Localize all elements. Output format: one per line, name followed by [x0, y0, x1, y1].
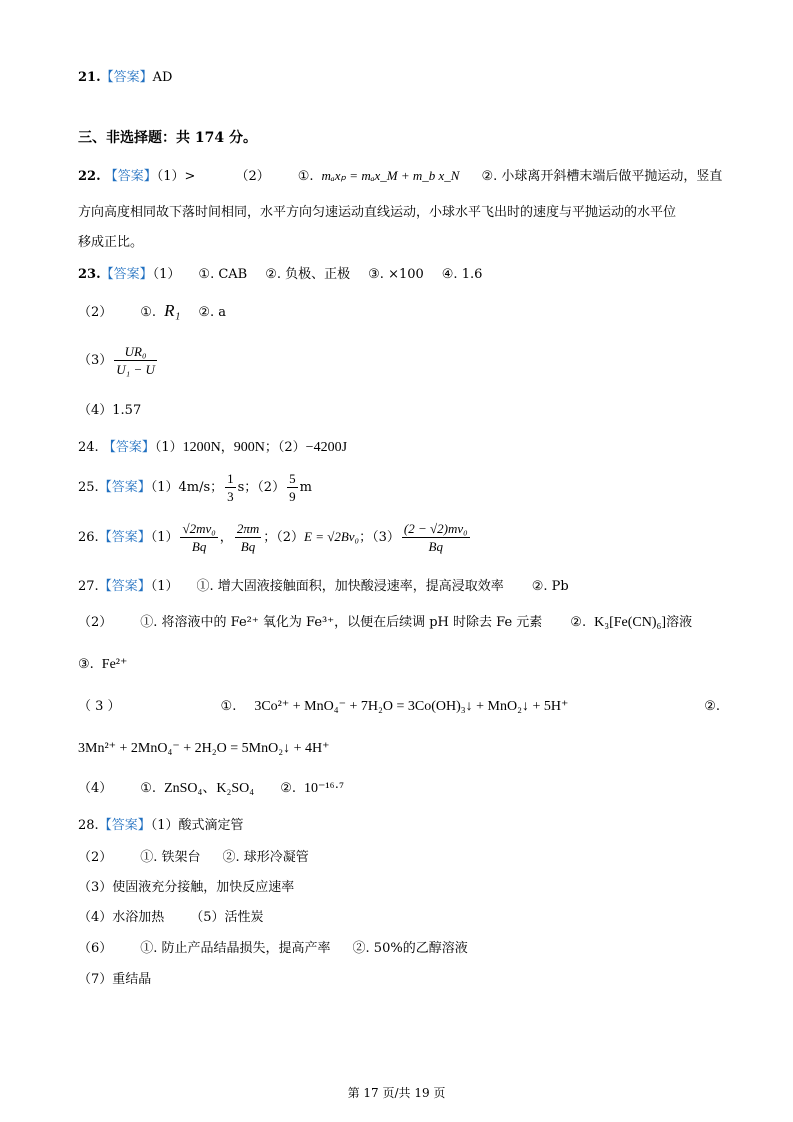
q27-answer-1: ①. 增大固液接触面积，加快酸浸速率，提高浸取效率: [196, 579, 504, 594]
q22-line-2: 方向高度相同故下落时间相同，水平方向匀速运动直线运动，小球水平飞出时的速度与平抛运动的水平位: [78, 205, 677, 220]
answer-tag: 【答案】: [100, 70, 153, 85]
q24-value-2: 900N: [233, 440, 265, 455]
q27-sub-7: ②.: [280, 781, 296, 796]
q27-constant: 10⁻¹⁶·⁷: [303, 781, 344, 796]
q23-fraction: [114, 343, 157, 378]
q27-line-3: [78, 656, 127, 674]
q27-part-2: （2）: [78, 615, 113, 630]
q23-line-4: （4）1.57: [78, 403, 142, 418]
q26-fraction-1: [180, 520, 217, 555]
q28-part-5: （5）活性炭: [190, 910, 264, 925]
q28-answer-1: ①. 铁架台: [140, 850, 201, 865]
q23-line-3: [78, 343, 159, 378]
q23-answer-2: ②. 负极、正极: [265, 267, 351, 282]
q23-sub-2: ②. a: [198, 305, 227, 320]
q24-separator: ，: [220, 440, 234, 455]
q25-fraction-1: [225, 470, 236, 505]
q28-line-1: [78, 817, 243, 835]
q27-sub-4: ①.: [220, 699, 237, 714]
answer-tag: 【答案】: [102, 440, 155, 455]
q26-fraction-3-den: Bq: [428, 539, 443, 554]
q25-line: [78, 470, 312, 505]
q28-line-5: [78, 940, 468, 958]
q25-unit: m: [299, 480, 312, 495]
answer-tag: 【答案】: [98, 818, 151, 833]
q27-reagent: K₃[Fe(CN)₆]: [594, 615, 667, 630]
answer-tag: 【答案】: [100, 267, 153, 282]
q24-part-1: （1）: [154, 440, 183, 455]
q28-answer-3: ①. 防止产品结晶损失，提高产率: [140, 941, 331, 956]
q26-fraction-2-den: Bq: [240, 539, 256, 554]
q27-products: ZnSO₄、K₂SO₄: [164, 781, 255, 796]
q27-line-1: [78, 578, 569, 596]
q23-answer-1: ①. CAB: [198, 267, 248, 282]
q26-number: 26.: [78, 530, 99, 545]
q23-sub-1: ①.: [140, 305, 157, 320]
q23-line-1: [78, 266, 482, 284]
q27-equation-2: 3Mn²⁺ + 2MnO₄⁻ + 2H₂O = 5MnO₂↓ + 4H⁺: [78, 741, 330, 756]
q24-line: [78, 439, 347, 457]
answer-tag: 【答案】: [104, 169, 157, 184]
section-3-heading: 三、非选择题：共 174 分。: [78, 130, 257, 146]
q27-ion: Fe²⁺: [101, 657, 128, 672]
q22-sub-1: ①.: [297, 169, 314, 184]
q25-number: 25.: [78, 480, 99, 495]
q26-fraction-2: [235, 520, 261, 555]
q23-part-2: （2）: [78, 305, 113, 320]
q27-number: 27.: [78, 579, 99, 594]
q23-number: 23.: [78, 267, 101, 282]
q28-line-6: （7）重结晶: [78, 972, 152, 987]
q26-separator: ，: [219, 530, 233, 545]
q25-part-2: s；（2）: [237, 480, 286, 495]
answer-tag: 【答案】: [98, 480, 151, 495]
q28-part-6: （6）: [78, 941, 113, 956]
q23-line-2: [78, 302, 226, 322]
q28-number: 28.: [78, 818, 99, 833]
q25-fraction-1-num: 1: [227, 471, 234, 486]
page-footer: 第 17 页/共 19 页: [347, 1086, 446, 1100]
answer-tag: 【答案】: [98, 530, 151, 545]
q27-line-5: [78, 740, 330, 758]
q22-line-1: [78, 167, 722, 186]
q28-line-3: （3）使固液充分接触，加快反应速率: [78, 880, 295, 895]
q22-part-1: （1）>: [156, 169, 196, 184]
q27-part-1: （1）: [150, 579, 179, 594]
q27-sub-5: ②.: [704, 699, 720, 714]
q28-line-2: [78, 849, 309, 867]
q26-part-3: ；（3）: [359, 530, 400, 545]
q27-sub-1: ①. 将溶液中的 Fe²⁺ 氧化为 Fe³⁺，以便在后续调 pH 时除去 Fe 元素: [140, 615, 543, 630]
q26-part-1: （1）: [150, 530, 179, 545]
q27-sub-6: ①.: [140, 781, 157, 796]
q24-value-1: 1200N: [182, 440, 221, 455]
q27-answer-2: ②. Pb: [531, 579, 569, 594]
q25-fraction-2-den: 9: [289, 489, 296, 504]
q26-part-2: ；（2）: [263, 530, 304, 545]
q27-part-4: （4）: [78, 781, 113, 796]
q25-part-1: （1）4m/s；: [150, 480, 224, 495]
q25-fraction-2-num: 5: [289, 471, 296, 486]
q24-value-3: −4200J: [305, 440, 348, 455]
q23-part-3: （3）: [78, 353, 113, 368]
answer-tag: 【答案】: [98, 579, 151, 594]
q27-part-3: （ 3 ）: [78, 699, 121, 714]
q23-fraction-numerator: UR₀: [114, 343, 157, 361]
q28-part-4: （4）水浴加热: [78, 910, 165, 925]
q25-fraction-2: [287, 470, 298, 505]
q26-line: [78, 520, 472, 555]
q27-equation-1: 3Co²⁺ + MnO₄⁻ + 7H₂O = 3Co(OH)₃↓ + MnO₂↓ + 5H⁺: [254, 699, 569, 714]
q21-line: [78, 69, 172, 87]
q23-answer-4: ④. 1.6: [441, 267, 483, 282]
q24-part-2: ；（2）: [264, 440, 306, 455]
q28-line-4: [78, 909, 264, 927]
q27-sub-3: ③.: [78, 657, 94, 672]
q27-reagent-suffix: 溶液: [666, 615, 693, 630]
q27-line-6: [78, 780, 344, 798]
q28-part-2: （2）: [78, 850, 113, 865]
q26-fraction-1-den: Bq: [191, 539, 207, 554]
q22-sub-2: ②. 小球离开斜槽末端后做平抛运动，竖直: [481, 169, 723, 184]
q24-number: 24.: [78, 440, 99, 455]
q27-line-4: [78, 698, 720, 716]
q23-answer-3: ③. ×100: [368, 267, 424, 282]
q28-part-1: （1）酸式滴定管: [150, 818, 244, 833]
q27-line-2: [78, 614, 692, 632]
q26-fraction-3: [402, 520, 470, 555]
q26-formula: E = √2Bv₀: [304, 529, 360, 544]
q27-sub-2: ②.: [570, 615, 587, 630]
q23-fraction-denominator: U₁ − U: [116, 362, 155, 377]
q21-number: 21.: [78, 70, 101, 85]
q22-part-2: （2）: [235, 169, 270, 184]
q22-formula: mₐxₚ = mₐx_M + m_b x_N: [321, 168, 460, 183]
q28-answer-4: ②. 50%的乙醇溶液: [352, 941, 468, 956]
q26-fraction-3-num: (2 − √2)mv₀: [403, 521, 468, 536]
q26-fraction-2-num: 2πm: [236, 521, 260, 536]
q28-answer-2: ②. 球形冷凝管: [222, 850, 309, 865]
q23-part-1: （1）: [152, 267, 181, 282]
q26-fraction-1-num: √2mv₀: [182, 521, 216, 536]
q25-fraction-1-den: 3: [227, 489, 234, 504]
q23-r1: R₁: [164, 301, 181, 320]
q22-number: 22.: [78, 169, 101, 184]
q22-line-3: 移成正比。: [78, 235, 144, 250]
q21-answer: AD: [152, 70, 173, 85]
